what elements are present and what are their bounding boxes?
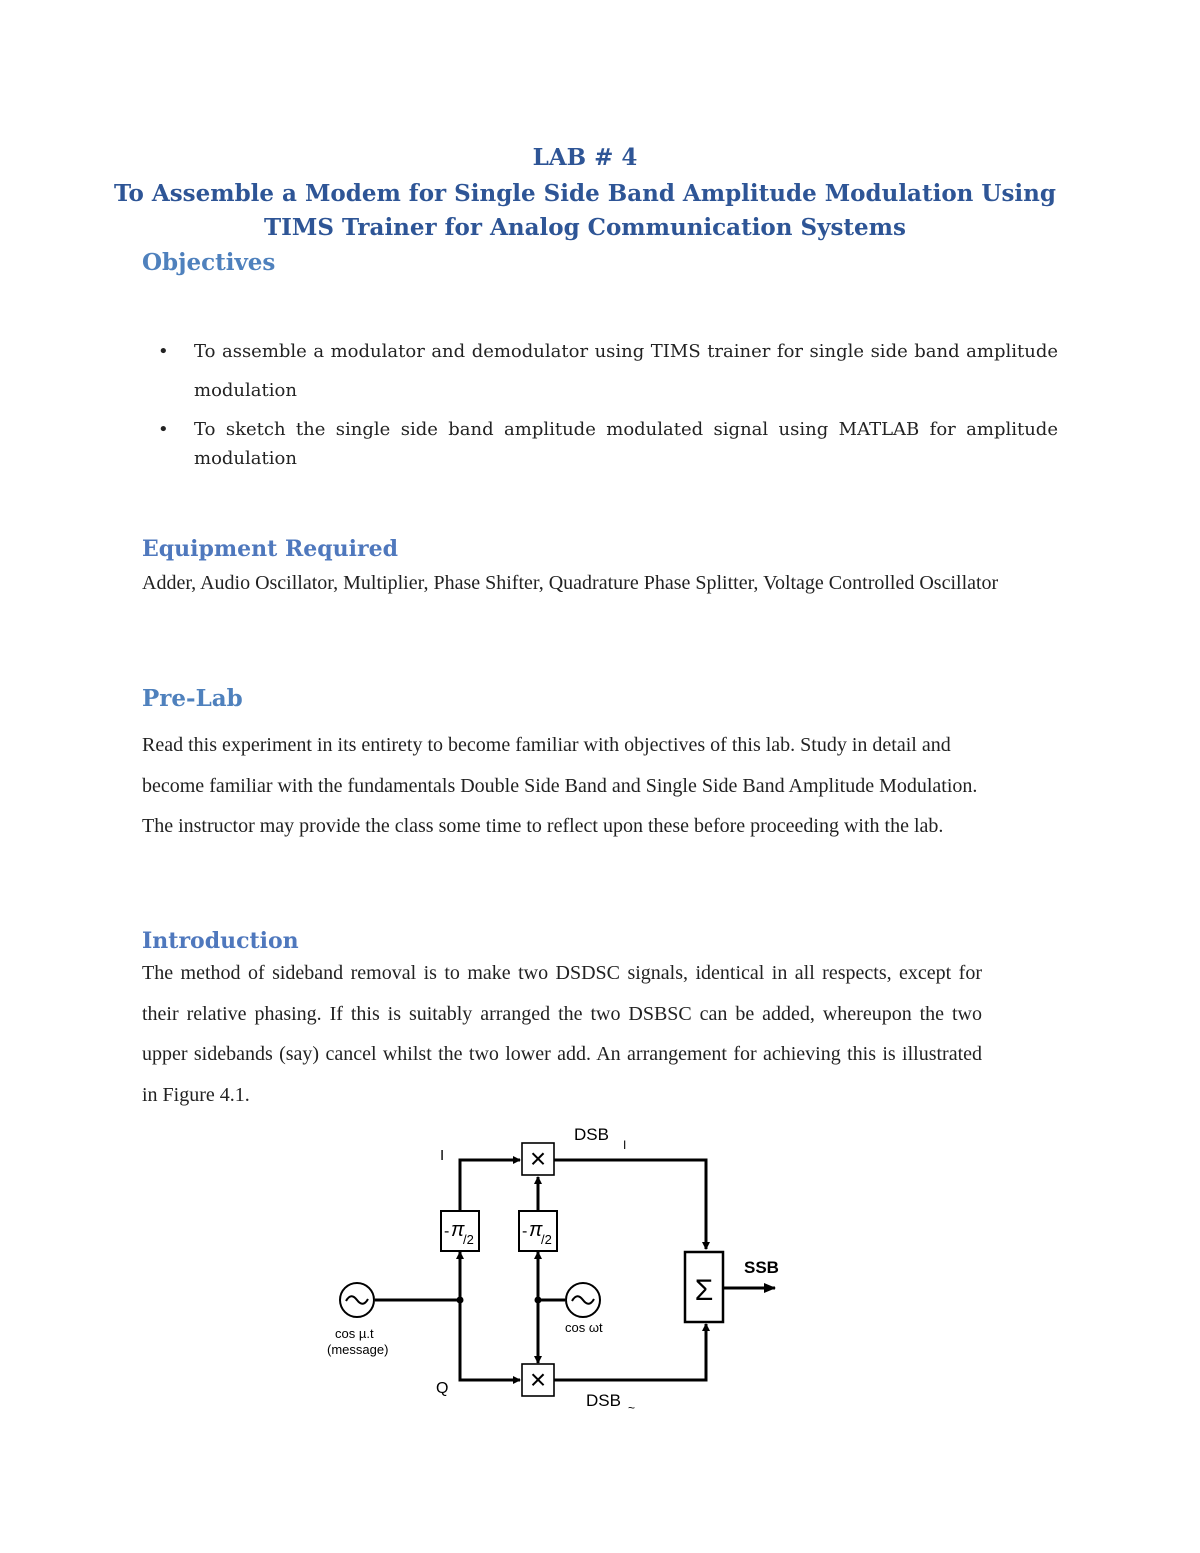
introduction-heading: Introduction	[142, 928, 299, 954]
label-dsb-i-sub: I	[623, 1138, 627, 1152]
top-multiplier	[522, 1143, 554, 1175]
lab-title-line-2: TIMS Trainer for Analog Communication Systems	[264, 214, 906, 241]
phase-pi: π	[529, 1219, 543, 1241]
label-i: I	[440, 1147, 445, 1164]
objective-text: To sketch the single side band amplitude modulated signal using MATLAB for amplitude modulation	[194, 419, 1058, 469]
carrier-oscillator-icon	[566, 1283, 600, 1317]
label-dsb-q: DSB	[586, 1391, 621, 1410]
multiplier-icon: ×	[529, 1143, 547, 1174]
label-dsb-q-sub: ~	[628, 1401, 636, 1412]
objectives-list	[158, 332, 1058, 473]
prelab-text: Read this experiment in its entirety to become familiar with objectives of this lab. Study in detail and become familiar with the fundamentals Double Side Band and Single Side Band Amplitude Modulation. The instructor may provide the class some time to reflect upon these before proceeding with the lab.	[142, 734, 978, 837]
phase-div: /2	[463, 1232, 474, 1247]
prelab-heading: Pre-Lab	[142, 685, 243, 712]
label-message-tag: (message)	[327, 1342, 389, 1357]
label-carrier-osc: cos ωt	[565, 1320, 603, 1335]
introduction-text: The method of sideband removal is to make two DSDSC signals, identical in all respects, except for their relative phasing. If this is suitably arranged the two DSBSC can be added, whereupon the two upper sidebands (say) cancel whilst the two lower add. An arrangement for achieving this is illustrated in Figure 4.1.	[142, 962, 982, 1106]
message-oscillator-icon	[340, 1283, 374, 1317]
objective-text: To assemble a modulator and demodulator using TIMS trainer for single side band amplitude modulation	[194, 341, 1058, 401]
multiplier-icon: ×	[529, 1364, 547, 1395]
list-item	[158, 415, 1058, 473]
phase-div: /2	[541, 1232, 552, 1247]
bottom-multiplier	[522, 1364, 554, 1396]
list-item	[158, 332, 1058, 410]
equipment-text: Adder, Audio Oscillator, Multiplier, Phase Shifter, Quadrature Phase Splitter, Voltage Controlled Oscillator	[142, 572, 999, 594]
label-message-osc: cos µ.t	[335, 1326, 374, 1341]
label-q: Q	[436, 1380, 449, 1397]
label-dsb-i: DSB	[574, 1125, 609, 1144]
ssb-block-diagram	[310, 1112, 810, 1412]
junction-dot	[457, 1297, 464, 1304]
label-ssb: SSB	[744, 1258, 779, 1277]
objectives-heading: Objectives	[142, 249, 276, 276]
right-phase-shifter	[519, 1211, 557, 1251]
bullet-icon: •	[158, 341, 169, 362]
phase-pi: π	[451, 1219, 465, 1241]
adder-block	[685, 1252, 723, 1322]
phase-minus: -	[444, 1223, 450, 1240]
junction-dot	[535, 1297, 542, 1304]
equipment-heading: Equipment Required	[142, 536, 398, 562]
lab-number: LAB # 4	[532, 144, 638, 171]
lab-title-line-1: To Assemble a Modem for Single Side Band Amplitude Modulation Using	[114, 180, 1056, 207]
left-phase-shifter	[441, 1211, 479, 1251]
phase-minus: -	[522, 1223, 528, 1240]
sigma-icon: Σ	[694, 1274, 714, 1307]
bullet-icon: •	[158, 419, 169, 440]
